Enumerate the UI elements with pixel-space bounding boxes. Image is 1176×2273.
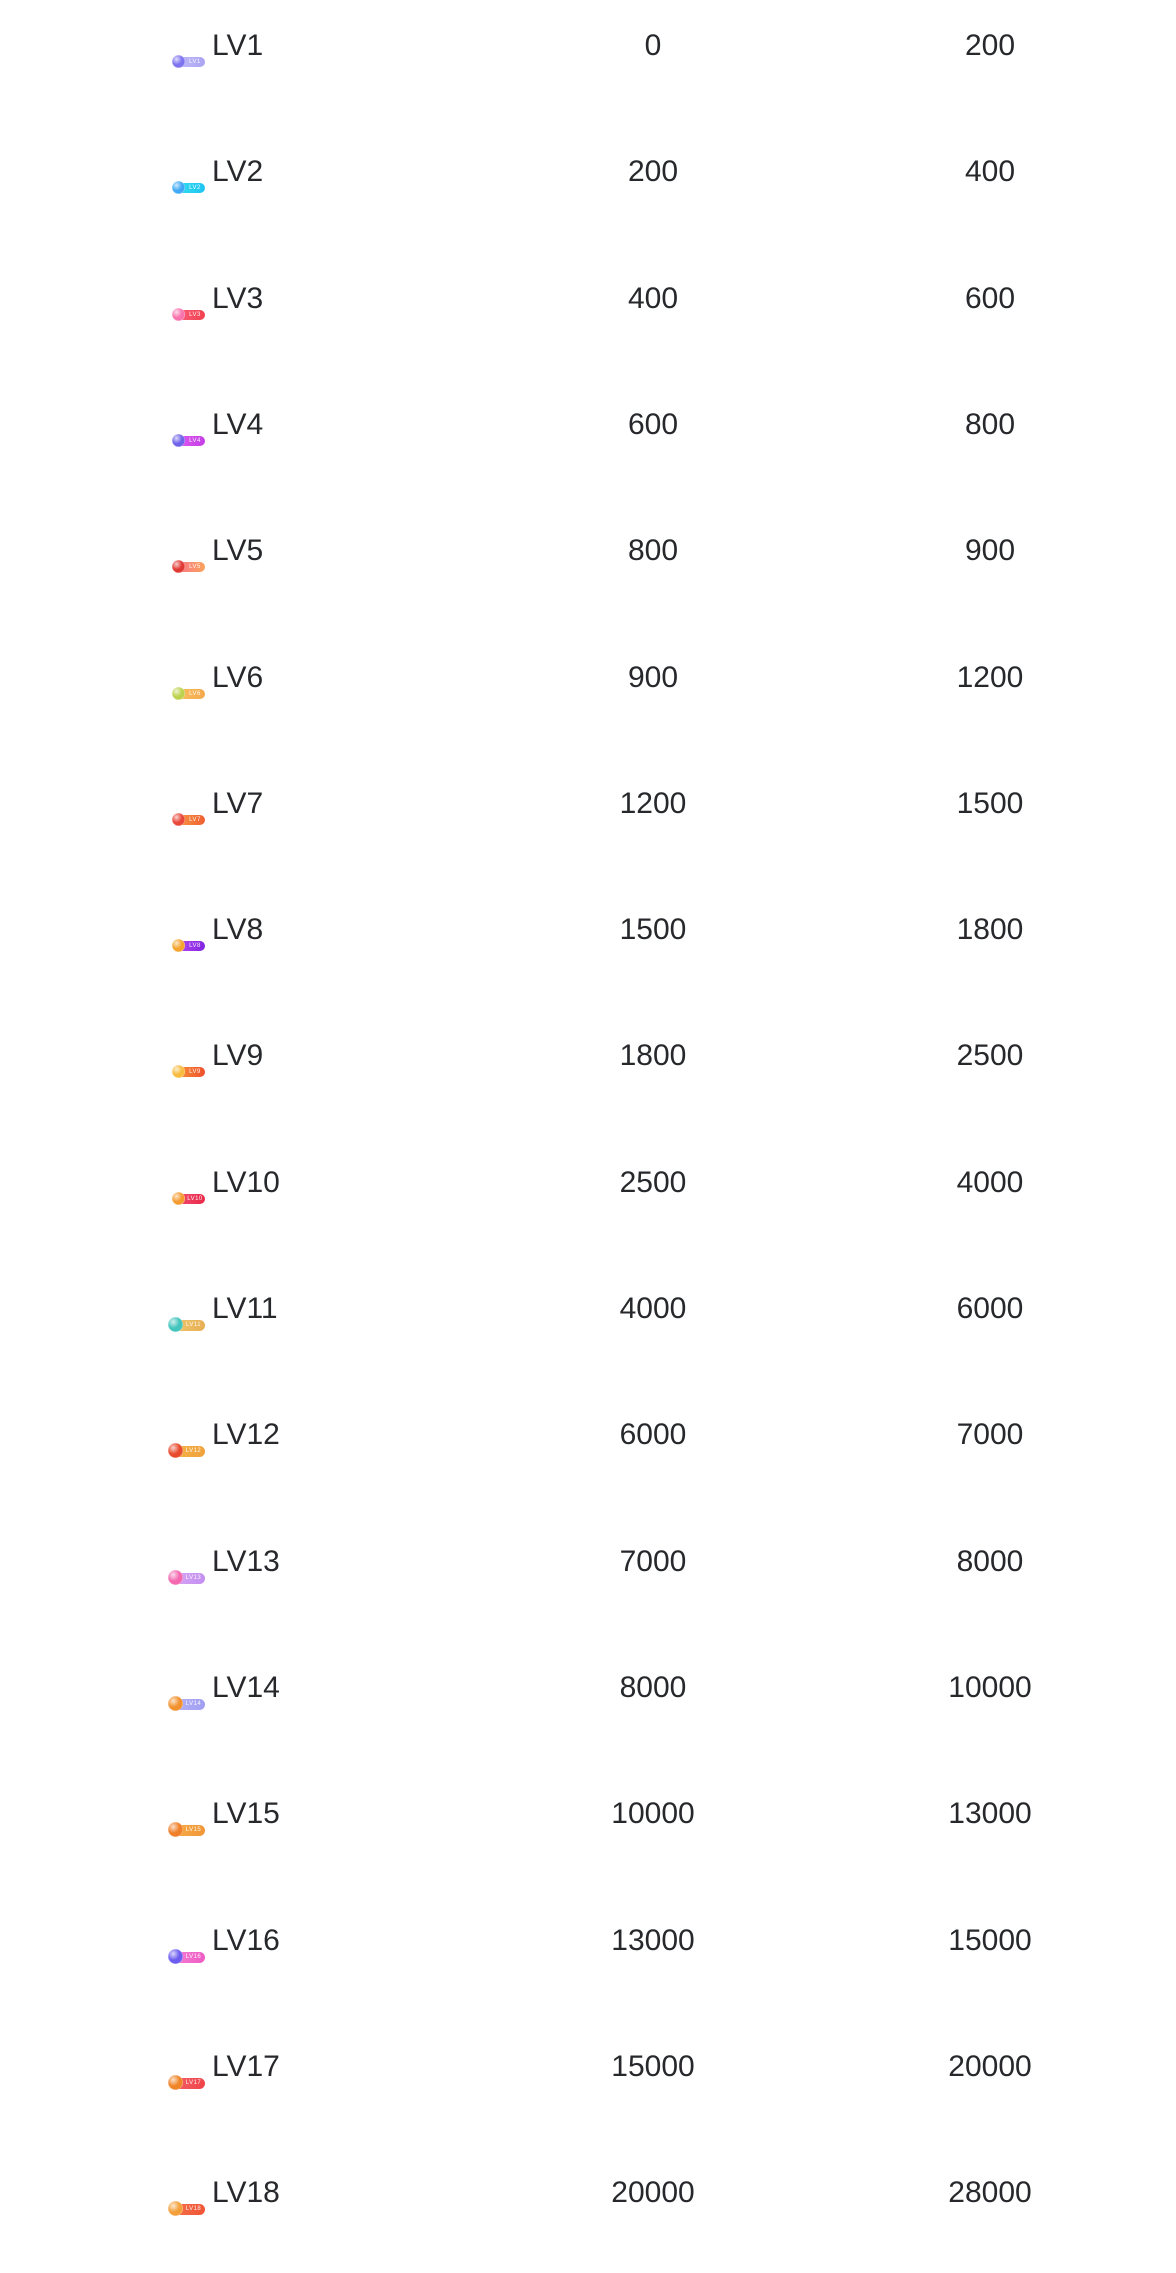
level-row (0, 1137, 1176, 1263)
level-label: LV18 (212, 2176, 280, 2210)
level-label: LV13 (212, 1544, 280, 1578)
level-label: LV14 (212, 1670, 280, 1704)
level-badge-gem-icon (172, 181, 185, 194)
level-badge-text: LV14 (185, 1700, 202, 1707)
level-label: LV7 (212, 786, 264, 820)
level-label: LV5 (212, 534, 264, 568)
level-label: LV11 (212, 1292, 278, 1325)
level-badge-text: LV1 (189, 59, 201, 65)
level-row (0, 2021, 1176, 2147)
level-label: LV12 (212, 1418, 280, 1452)
level-badge-text: LV10 (187, 1195, 203, 1202)
level-16-badge-icon (172, 1952, 205, 1963)
level-min-value: 10000 (611, 1797, 695, 1831)
level-label: LV3 (212, 281, 264, 315)
level-row (0, 1389, 1176, 1515)
level-18-badge-icon (172, 2204, 205, 2215)
level-row (0, 1263, 1176, 1389)
level-label: LV8 (212, 913, 264, 947)
level-badge-text: LV13 (185, 1574, 202, 1581)
level-row (0, 379, 1176, 505)
level-badge-text: LV9 (189, 1069, 201, 1076)
level-8-badge-icon (175, 941, 205, 951)
level-6-badge-icon (175, 689, 205, 699)
level-max-value: 600 (964, 281, 1016, 315)
level-min-value: 7000 (619, 1544, 687, 1578)
level-min-value: 200 (627, 155, 679, 189)
level-max-value: 4000 (956, 1165, 1024, 1199)
level-row (0, 126, 1176, 252)
level-badge-text: LV2 (189, 185, 201, 192)
level-12-badge-icon (172, 1446, 205, 1457)
level-5-badge-icon (175, 562, 205, 572)
level-13-badge-icon (172, 1573, 205, 1584)
level-badge-text: LV15 (185, 1827, 202, 1834)
level-badge-gem-icon (172, 687, 185, 700)
level-min-value: 400 (627, 281, 679, 315)
level-9-badge-icon (175, 1067, 205, 1077)
level-label: LV6 (212, 660, 264, 694)
level-max-value: 800 (964, 407, 1016, 441)
level-min-value: 20000 (611, 2176, 695, 2210)
level-max-value: 200 (964, 29, 1016, 62)
level-1-badge-icon (175, 57, 205, 67)
level-7-badge-icon (175, 815, 205, 825)
level-badge-gem-icon (168, 1317, 183, 1332)
level-row (0, 1768, 1176, 1894)
level-badge-text: LV16 (185, 1953, 202, 1960)
level-row (0, 505, 1176, 631)
level-max-value: 20000 (948, 2049, 1032, 2083)
level-label: LV9 (212, 1039, 264, 1073)
level-badge-text: LV3 (189, 311, 201, 318)
level-min-value: 1500 (619, 913, 687, 947)
level-min-value: 8000 (619, 1670, 687, 1704)
level-max-value: 900 (964, 534, 1016, 568)
level-max-value: 1800 (956, 913, 1024, 947)
level-max-value: 15000 (948, 1923, 1032, 1957)
level-badge-text: LV5 (189, 564, 201, 571)
level-badge-gem-icon (168, 1949, 183, 1964)
level-badge-gem-icon (168, 1443, 183, 1458)
level-max-value: 1200 (956, 660, 1024, 694)
level-row (0, 1642, 1176, 1768)
level-badge-text: LV6 (189, 690, 201, 697)
level-badge-text: LV11 (185, 1322, 202, 1328)
level-max-value: 6000 (956, 1292, 1024, 1325)
level-badge-text: LV17 (185, 2079, 202, 2086)
level-min-value: 600 (627, 407, 679, 441)
level-min-value: 2500 (619, 1165, 687, 1199)
level-badge-gem-icon (172, 560, 185, 573)
level-badge-text: LV18 (185, 2206, 202, 2213)
level-max-value: 8000 (956, 1544, 1024, 1578)
level-10-badge-icon (175, 1194, 205, 1204)
level-min-value: 6000 (619, 1418, 687, 1452)
level-min-value: 900 (627, 660, 679, 694)
level-badge-text: LV8 (189, 943, 201, 950)
level-max-value: 10000 (948, 1670, 1032, 1704)
level-badge-gem-icon (168, 1696, 183, 1711)
level-row (0, 253, 1176, 379)
level-badge-gem-icon (172, 813, 185, 826)
level-max-value: 7000 (956, 1418, 1024, 1452)
level-min-value: 1200 (619, 786, 687, 820)
level-badge-text: LV4 (189, 437, 201, 444)
level-min-value: 15000 (611, 2049, 695, 2083)
level-badge-gem-icon (172, 55, 185, 68)
level-max-value: 28000 (948, 2176, 1032, 2210)
level-max-value: 2500 (956, 1039, 1024, 1073)
level-2-badge-icon (175, 183, 205, 193)
level-14-badge-icon (172, 1699, 205, 1710)
level-4-badge-icon (175, 436, 205, 446)
level-row (0, 1895, 1176, 2021)
level-badge-gem-icon (172, 308, 185, 321)
level-row (0, 2147, 1176, 2273)
level-label: LV15 (212, 1797, 280, 1831)
level-badge-gem-icon (172, 434, 185, 447)
level-min-value: 4000 (619, 1292, 687, 1325)
level-badge-gem-icon (172, 1065, 185, 1078)
level-badge-text: LV7 (189, 816, 201, 823)
level-3-badge-icon (175, 310, 205, 320)
level-row (0, 884, 1176, 1010)
level-badge-text: LV12 (185, 1448, 202, 1455)
level-min-value: 13000 (611, 1923, 695, 1957)
level-label: LV1 (212, 29, 264, 62)
level-badge-gem-icon (172, 939, 185, 952)
level-badge-gem-icon (168, 2075, 183, 2090)
level-min-value: 800 (627, 534, 679, 568)
level-max-value: 400 (964, 155, 1016, 189)
level-badge-gem-icon (168, 1570, 183, 1585)
level-max-value: 13000 (948, 1797, 1032, 1831)
level-row (0, 1010, 1176, 1136)
level-badge-gem-icon (172, 1192, 185, 1205)
level-badge-gem-icon (168, 2201, 183, 2216)
level-row (0, 758, 1176, 884)
level-17-badge-icon (172, 2078, 205, 2089)
level-row (0, 632, 1176, 758)
level-max-value: 1500 (956, 786, 1024, 820)
level-row (0, 0, 1176, 126)
level-row (0, 1516, 1176, 1642)
level-label: LV17 (212, 2049, 280, 2083)
level-label: LV16 (212, 1923, 280, 1957)
level-min-value: 1800 (619, 1039, 687, 1073)
level-label: LV10 (212, 1165, 280, 1199)
level-label: LV2 (212, 155, 264, 189)
level-min-value: 0 (644, 29, 662, 62)
level-badge-gem-icon (168, 1822, 183, 1837)
level-11-badge-icon (172, 1320, 205, 1331)
level-label: LV4 (212, 407, 264, 441)
level-15-badge-icon (172, 1825, 205, 1836)
